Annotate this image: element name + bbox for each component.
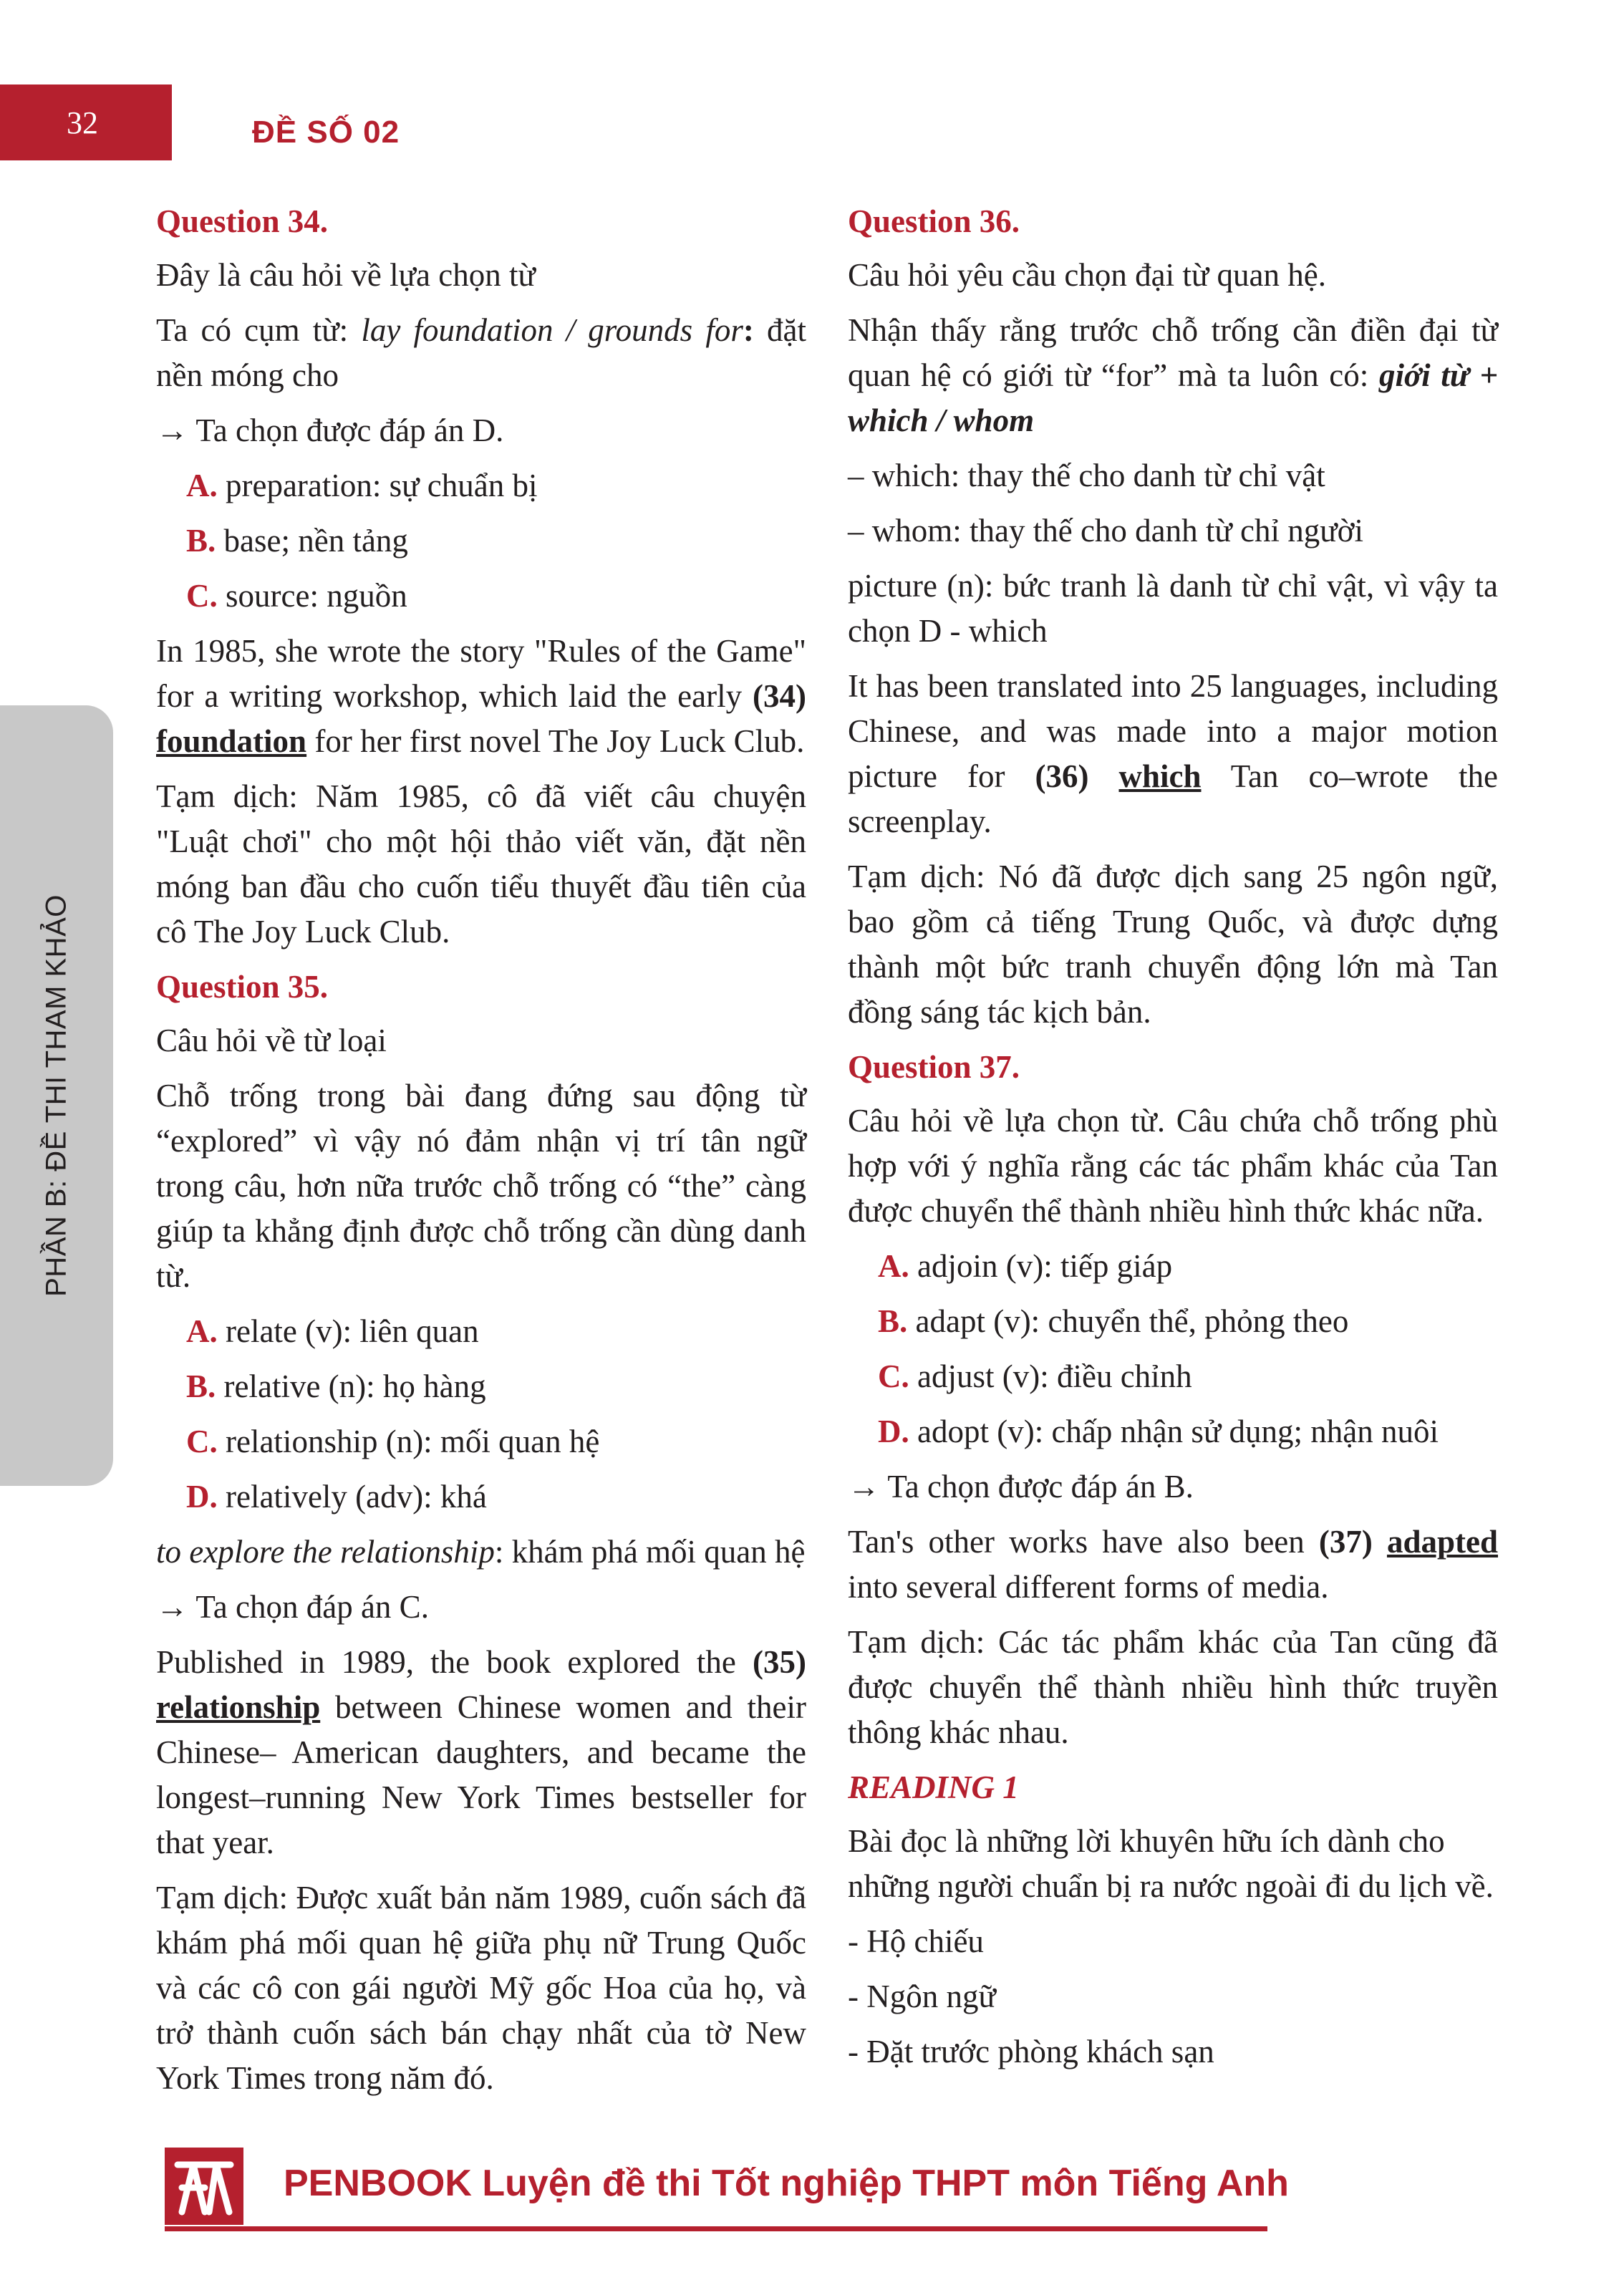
exam-title: ĐỀ SỐ 02 <box>252 115 400 150</box>
question-34-phrase: Ta có cụm từ: lay foundation / grounds for: đặt nền móng cho <box>156 312 806 393</box>
question-34-intro: Đây là câu hỏi về lựa chọn từ <box>156 257 536 293</box>
section-side-tab <box>0 705 113 1486</box>
question-36-title: Question 36. <box>848 203 1020 239</box>
question-37-option-a: A. adjoin (v): tiếp giáp <box>878 1248 1173 1284</box>
question-34-answer: → Ta chọn được đáp án D. <box>156 412 504 448</box>
question-34-title: Question 34. <box>156 203 329 239</box>
left-column <box>156 199 806 2111</box>
reading-item: - Ngôn ngữ <box>848 1979 996 2014</box>
question-34-passage: In 1985, she wrote the story "Rules of the Game" for a writing workshop, which laid the early (34) foundation for her first novel The Joy Luck Club. <box>156 633 806 759</box>
answer-blank: adapted <box>1386 1524 1498 1560</box>
question-37-option-b: B. adapt (v): chuyển thể, phỏng theo <box>878 1303 1349 1339</box>
question-34-option-c: C. source: nguồn <box>186 578 407 614</box>
question-35-option-d: D. relatively (adv): khá <box>186 1479 487 1515</box>
question-36-which-line: – which: thay thế cho danh từ chỉ vật <box>848 458 1325 493</box>
question-35-phrase: to explore the relationship: khám phá mối quan hệ <box>156 1534 806 1570</box>
question-36-passage: It has been translated into 25 languages, including Chinese, and was made into a major motion picture for (36) which Tan co–wrote the screenplay. <box>848 668 1498 839</box>
answer-blank: relationship <box>156 1689 321 1725</box>
answer-blank: which <box>1118 758 1202 794</box>
question-35-option-a: A. relate (v): liên quan <box>186 1313 479 1349</box>
question-37-intro: Câu hỏi về lựa chọn từ. Câu chứa chỗ trống phù hợp với ý nghĩa rằng các tác phẩm khác của Tan được chuyển thể thành nhiều hình thức khác nữa. <box>848 1103 1498 1229</box>
reading-title: READING 1 <box>848 1769 1019 1805</box>
question-36-picture-line: picture (n): bức tranh là danh từ chỉ vật, vì vậy ta chọn D - which <box>848 568 1498 649</box>
penbook-logo-icon <box>165 2148 243 2225</box>
section-side-tab-label: PHẦN B: ĐỀ THI THAM KHẢO <box>40 894 72 1297</box>
question-35-title: Question 35. <box>156 969 329 1005</box>
question-35-passage: Published in 1989, the book explored the (35) relationship between Chinese women and their Chinese– American daughters, and became the longest–running New York Times bestseller for that year. <box>156 1644 806 1860</box>
question-35-explanation: Chỗ trống trong bài đang đứng sau động từ “explored” vì vậy nó đảm nhận vị trí tân ngữ trong câu, hơn nữa trước chỗ trống có “the” càng giúp ta khẳng định được chỗ trống cần dùng danh từ. <box>156 1078 806 1294</box>
reading-item: - Đặt trước phòng khách sạn <box>848 2034 1214 2069</box>
question-35-option-b: B. relative (n): họ hàng <box>186 1368 486 1404</box>
question-36-whom-line: – whom: thay thế cho danh từ chỉ người <box>848 513 1363 549</box>
footer-rule <box>165 2226 1267 2231</box>
reading-item: - Hộ chiếu <box>848 1923 984 1959</box>
question-35-translation: Tạm dịch: Được xuất bản năm 1989, cuốn sách đã khám phá mối quan hệ giữa phụ nữ Trung Quốc và các cô con gái người Mỹ gốc Hoa của họ, và trở thành cuốn sách bán chạy nhất của tờ New York Times trong năm đó. <box>156 1880 806 2096</box>
footer <box>165 2148 1289 2232</box>
footer-title: PENBOOK Luyện đề thi Tốt nghiệp THPT môn Tiếng Anh <box>284 2163 1289 2204</box>
page-number-block <box>0 84 172 160</box>
question-35-answer: → Ta chọn đáp án C. <box>156 1589 429 1625</box>
answer-blank: foundation <box>156 723 307 759</box>
question-36-note: Nhận thấy rằng trước chỗ trống cần điền đại từ quan hệ có giới từ “for” mà ta luôn có: giới từ + which / whom <box>848 312 1498 438</box>
right-column <box>848 199 1498 2085</box>
question-37-title: Question 37. <box>848 1049 1020 1085</box>
question-37-answer: → Ta chọn được đáp án B. <box>848 1469 1194 1504</box>
question-37-translation: Tạm dịch: Các tác phẩm khác của Tan cũng đã được chuyển thể thành nhiều hình thức truyền thông khác nhau. <box>848 1624 1498 1750</box>
reading-intro: Bài đọc là những lời khuyên hữu ích dành cho những người chuẩn bị ra nước ngoài đi du lịch về. <box>848 1823 1494 1904</box>
question-34-option-a: A. preparation: sự chuẩn bị <box>186 468 538 503</box>
page-number: 32 <box>67 105 98 140</box>
question-37-passage: Tan's other works have also been (37) adapted into several different forms of media. <box>848 1524 1498 1605</box>
question-34-option-b: B. base; nền tảng <box>186 523 408 559</box>
question-37-option-c: C. adjust (v): điều chỉnh <box>878 1358 1192 1394</box>
question-34-translation: Tạm dịch: Năm 1985, cô đã viết câu chuyện "Luật chơi" cho một hội thảo viết văn, đặt nền móng ban đầu cho cuốn tiểu thuyết đầu tiên của cô The Joy Luck Club. <box>156 778 806 950</box>
question-35-option-c: C. relationship (n): mối quan hệ <box>186 1424 600 1459</box>
question-36-translation: Tạm dịch: Nó đã được dịch sang 25 ngôn ngữ, bao gồm cả tiếng Trung Quốc, và được dựng thành một bức tranh chuyển động lớn mà Tan đồng sáng tác kịch bản. <box>848 859 1498 1030</box>
question-36-intro: Câu hỏi yêu cầu chọn đại từ quan hệ. <box>848 257 1326 293</box>
question-35-intro: Câu hỏi về từ loại <box>156 1023 387 1058</box>
question-37-option-d: D. adopt (v): chấp nhận sử dụng; nhận nuôi <box>878 1414 1439 1449</box>
